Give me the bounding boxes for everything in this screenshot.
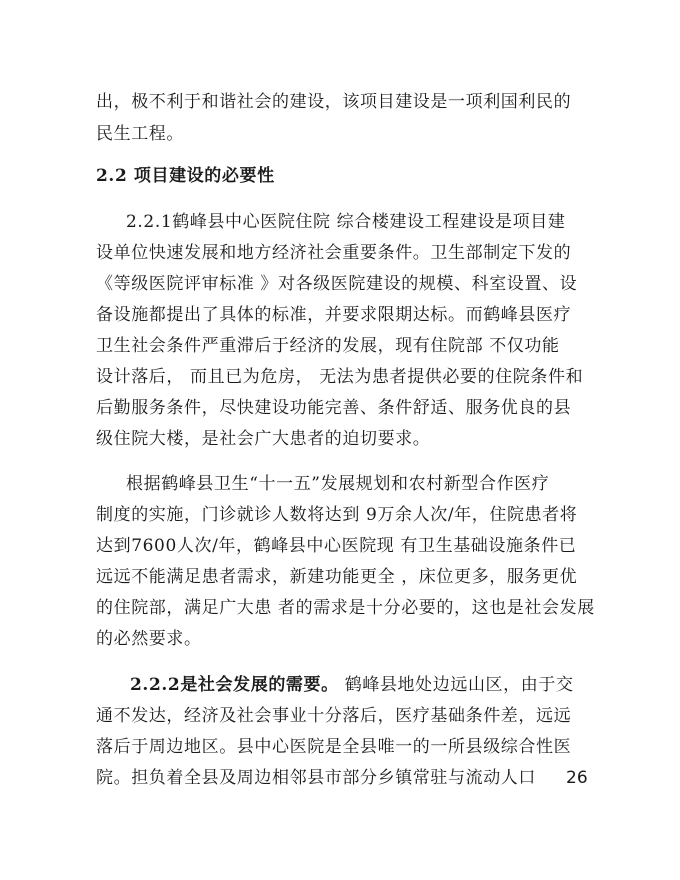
text-line: 远远不能满足患者需求，新建功能更全 ，床位更多，服务更优: [96, 567, 578, 587]
text-line: 出，极不利于和谐社会的建设，该项目建设是一项利国利民的: [96, 92, 572, 112]
text-line: 级住院大楼，是社会广大患者的迫切要求。: [96, 429, 431, 449]
text-line: 设计落后， 而且已为危房， 无法为患者提供必要的住院条件和: [96, 367, 584, 387]
text-line: 达到7600人次/年，鹤峰县中心医院现 有卫生基础设施条件已: [96, 536, 577, 556]
text-line: 2.2.1鹤峰县中心医院住院 综合楼建设工程建设是项目建: [126, 212, 566, 232]
text-line: 的必然要求。: [96, 629, 202, 649]
text-line: 通不发达，经济及社会事业十分落后，医疗基础条件差，远远: [96, 706, 572, 726]
text-line: 的住院部，满足广大患 者的需求是十分必要的，这也是社会发展: [96, 598, 595, 618]
text-line: 制度的实施，门诊就诊人数将达到 9万余人次/年，住院患者将: [96, 505, 578, 525]
text-line: 根据鹤峰县卫生“十一五”发展规划和农村新型合作医疗: [126, 474, 550, 494]
text-line: 民生工程。: [96, 124, 184, 144]
section-heading: 2.2 项目建设的必要性: [96, 166, 275, 186]
text-line: [130, 673, 574, 697]
text-line: 落后于周边地区。县中心医院是全县唯一的一所县级综合性医: [96, 737, 572, 757]
text-line: 《等级医院评审标准 》对各级医院建设的规模、科室设置、设: [96, 274, 578, 294]
subsection-lead: 2.2.2是社会发展的需要。: [130, 675, 339, 695]
text-line: 院。担负着全县及周边相邻县市部分乡镇常驻与流动人口: [96, 768, 536, 788]
text-line: 后勤服务条件，尽快建设功能完善、条件舒适、服务优良的县: [96, 398, 572, 418]
text-line: 备设施都提出了具体的标准，并要求限期达标。而鹤峰县医疗: [96, 305, 572, 325]
text-line: 卫生社会条件严重滞后于经济的发展，现有住院部 不仅功能: [96, 336, 560, 356]
text-span: 鹤峰县地处边远山区，由于交: [338, 675, 574, 695]
page-number: 26: [566, 768, 588, 788]
text-line: 设单位快速发展和地方经济社会重要条件。卫生部制定下发的: [96, 243, 572, 263]
